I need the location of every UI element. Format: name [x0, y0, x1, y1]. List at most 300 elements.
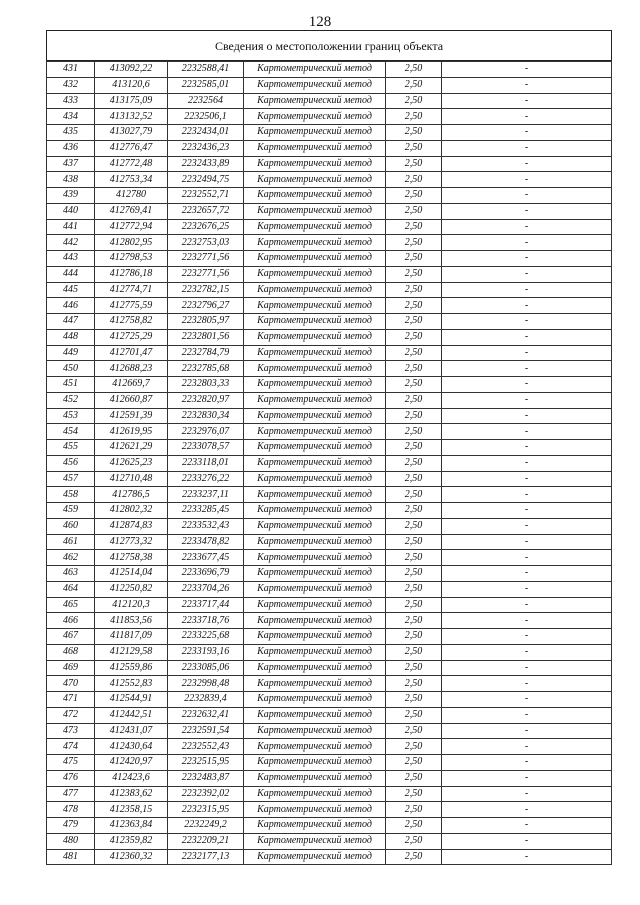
- error-cell: 2,50: [386, 723, 442, 739]
- point-number-cell: 461: [47, 534, 95, 550]
- table-row: [47, 581, 612, 597]
- x-coordinate-cell: 412591,39: [95, 408, 168, 424]
- error-cell: 2,50: [386, 566, 442, 582]
- method-cell: Картометрический метод: [244, 503, 386, 519]
- note-cell: -: [442, 235, 612, 251]
- x-coordinate-cell: 412701,47: [95, 345, 168, 361]
- y-coordinate-cell: 2233704,26: [168, 581, 244, 597]
- y-coordinate-cell: 2233078,57: [168, 440, 244, 456]
- point-number-cell: 478: [47, 802, 95, 818]
- method-cell: Картометрический метод: [244, 550, 386, 566]
- note-cell: -: [442, 156, 612, 172]
- note-cell: -: [442, 692, 612, 708]
- note-cell: -: [442, 849, 612, 865]
- table-row: [47, 629, 612, 645]
- boundary-points-table: [46, 61, 612, 865]
- error-cell: 2,50: [386, 219, 442, 235]
- point-number-cell: 441: [47, 219, 95, 235]
- error-cell: 2,50: [386, 424, 442, 440]
- x-coordinate-cell: 413092,22: [95, 62, 168, 78]
- y-coordinate-cell: 2233237,11: [168, 487, 244, 503]
- table-row: [47, 77, 612, 93]
- table-row: [47, 818, 612, 834]
- note-cell: -: [442, 786, 612, 802]
- table-row: [47, 550, 612, 566]
- y-coordinate-cell: 2233478,82: [168, 534, 244, 550]
- y-coordinate-cell: 2232820,97: [168, 392, 244, 408]
- method-cell: Картометрический метод: [244, 282, 386, 298]
- x-coordinate-cell: 412773,32: [95, 534, 168, 550]
- x-coordinate-cell: 413027,79: [95, 125, 168, 141]
- x-coordinate-cell: 412802,32: [95, 503, 168, 519]
- method-cell: Картометрический метод: [244, 723, 386, 739]
- x-coordinate-cell: 412358,15: [95, 802, 168, 818]
- error-cell: 2,50: [386, 203, 442, 219]
- y-coordinate-cell: 2232564: [168, 93, 244, 109]
- y-coordinate-cell: 2232552,43: [168, 739, 244, 755]
- y-coordinate-cell: 2233677,45: [168, 550, 244, 566]
- point-number-cell: 472: [47, 707, 95, 723]
- error-cell: 2,50: [386, 833, 442, 849]
- note-cell: -: [442, 251, 612, 267]
- method-cell: Картометрический метод: [244, 203, 386, 219]
- table-row: [47, 518, 612, 534]
- method-cell: Картометрический метод: [244, 361, 386, 377]
- x-coordinate-cell: 412769,41: [95, 203, 168, 219]
- error-cell: 2,50: [386, 345, 442, 361]
- point-number-cell: 480: [47, 833, 95, 849]
- y-coordinate-cell: 2232784,79: [168, 345, 244, 361]
- table-row: [47, 251, 612, 267]
- table-row: [47, 125, 612, 141]
- table-row: [47, 566, 612, 582]
- table-row: [47, 219, 612, 235]
- point-number-cell: 434: [47, 109, 95, 125]
- method-cell: Картометрический метод: [244, 440, 386, 456]
- point-number-cell: 436: [47, 140, 95, 156]
- y-coordinate-cell: 2232632,41: [168, 707, 244, 723]
- note-cell: -: [442, 550, 612, 566]
- note-cell: -: [442, 644, 612, 660]
- method-cell: Картометрический метод: [244, 581, 386, 597]
- y-coordinate-cell: 2232209,21: [168, 833, 244, 849]
- point-number-cell: 475: [47, 755, 95, 771]
- x-coordinate-cell: 412442,51: [95, 707, 168, 723]
- point-number-cell: 440: [47, 203, 95, 219]
- error-cell: 2,50: [386, 770, 442, 786]
- note-cell: -: [442, 140, 612, 156]
- note-cell: -: [442, 203, 612, 219]
- y-coordinate-cell: 2232506,1: [168, 109, 244, 125]
- note-cell: -: [442, 471, 612, 487]
- point-number-cell: 435: [47, 125, 95, 141]
- table-row: [47, 755, 612, 771]
- y-coordinate-cell: 2233225,68: [168, 629, 244, 645]
- method-cell: Картометрический метод: [244, 408, 386, 424]
- note-cell: -: [442, 345, 612, 361]
- note-cell: -: [442, 440, 612, 456]
- note-cell: -: [442, 109, 612, 125]
- y-coordinate-cell: 2232801,56: [168, 329, 244, 345]
- error-cell: 2,50: [386, 644, 442, 660]
- error-cell: 2,50: [386, 140, 442, 156]
- method-cell: Картометрический метод: [244, 660, 386, 676]
- x-coordinate-cell: 412359,82: [95, 833, 168, 849]
- table-row: [47, 786, 612, 802]
- error-cell: 2,50: [386, 125, 442, 141]
- table-row: [47, 440, 612, 456]
- point-number-cell: 466: [47, 613, 95, 629]
- method-cell: Картометрический метод: [244, 739, 386, 755]
- note-cell: -: [442, 613, 612, 629]
- x-coordinate-cell: 411853,56: [95, 613, 168, 629]
- y-coordinate-cell: 2232436,23: [168, 140, 244, 156]
- note-cell: -: [442, 282, 612, 298]
- note-cell: -: [442, 455, 612, 471]
- table-row: [47, 282, 612, 298]
- error-cell: 2,50: [386, 266, 442, 282]
- x-coordinate-cell: 412619,95: [95, 424, 168, 440]
- point-number-cell: 442: [47, 235, 95, 251]
- point-number-cell: 467: [47, 629, 95, 645]
- point-number-cell: 453: [47, 408, 95, 424]
- point-number-cell: 450: [47, 361, 95, 377]
- method-cell: Картометрический метод: [244, 849, 386, 865]
- table-row: [47, 676, 612, 692]
- method-cell: Картометрический метод: [244, 62, 386, 78]
- error-cell: 2,50: [386, 235, 442, 251]
- method-cell: Картометрический метод: [244, 266, 386, 282]
- error-cell: 2,50: [386, 471, 442, 487]
- y-coordinate-cell: 2232433,89: [168, 156, 244, 172]
- x-coordinate-cell: 412772,94: [95, 219, 168, 235]
- note-cell: -: [442, 77, 612, 93]
- point-number-cell: 473: [47, 723, 95, 739]
- error-cell: 2,50: [386, 534, 442, 550]
- method-cell: Картометрический метод: [244, 329, 386, 345]
- table-row: [47, 770, 612, 786]
- point-number-cell: 469: [47, 660, 95, 676]
- note-cell: -: [442, 818, 612, 834]
- x-coordinate-cell: 412786,18: [95, 266, 168, 282]
- point-number-cell: 462: [47, 550, 95, 566]
- point-number-cell: 438: [47, 172, 95, 188]
- y-coordinate-cell: 2232830,34: [168, 408, 244, 424]
- note-cell: -: [442, 566, 612, 582]
- table-row: [47, 408, 612, 424]
- table-row: [47, 707, 612, 723]
- note-cell: -: [442, 219, 612, 235]
- note-cell: -: [442, 676, 612, 692]
- note-cell: -: [442, 266, 612, 282]
- y-coordinate-cell: 2233193,16: [168, 644, 244, 660]
- note-cell: -: [442, 188, 612, 204]
- y-coordinate-cell: 2232591,54: [168, 723, 244, 739]
- error-cell: 2,50: [386, 755, 442, 771]
- point-number-cell: 465: [47, 597, 95, 613]
- table-row: [47, 503, 612, 519]
- y-coordinate-cell: 2232676,25: [168, 219, 244, 235]
- note-cell: -: [442, 739, 612, 755]
- table-row: [47, 597, 612, 613]
- y-coordinate-cell: 2232177,13: [168, 849, 244, 865]
- x-coordinate-cell: 412431,07: [95, 723, 168, 739]
- method-cell: Картометрический метод: [244, 298, 386, 314]
- table-row: [47, 692, 612, 708]
- y-coordinate-cell: 2232494,75: [168, 172, 244, 188]
- table-row: [47, 471, 612, 487]
- y-coordinate-cell: 2232785,68: [168, 361, 244, 377]
- note-cell: -: [442, 597, 612, 613]
- table-row: [47, 93, 612, 109]
- method-cell: Картометрический метод: [244, 597, 386, 613]
- method-cell: Картометрический метод: [244, 219, 386, 235]
- method-cell: Картометрический метод: [244, 392, 386, 408]
- point-number-cell: 470: [47, 676, 95, 692]
- y-coordinate-cell: 2232588,41: [168, 62, 244, 78]
- method-cell: Картометрический метод: [244, 314, 386, 330]
- point-number-cell: 457: [47, 471, 95, 487]
- table-row: [47, 424, 612, 440]
- note-cell: -: [442, 298, 612, 314]
- y-coordinate-cell: 2232249,2: [168, 818, 244, 834]
- error-cell: 2,50: [386, 707, 442, 723]
- method-cell: Картометрический метод: [244, 109, 386, 125]
- y-coordinate-cell: 2232771,56: [168, 266, 244, 282]
- method-cell: Картометрический метод: [244, 755, 386, 771]
- y-coordinate-cell: 2232771,56: [168, 251, 244, 267]
- method-cell: Картометрический метод: [244, 172, 386, 188]
- table-row: [47, 802, 612, 818]
- method-cell: Картометрический метод: [244, 251, 386, 267]
- error-cell: 2,50: [386, 802, 442, 818]
- method-cell: Картометрический метод: [244, 188, 386, 204]
- error-cell: 2,50: [386, 849, 442, 865]
- table-row: [47, 833, 612, 849]
- point-number-cell: 481: [47, 849, 95, 865]
- x-coordinate-cell: 412798,53: [95, 251, 168, 267]
- note-cell: -: [442, 707, 612, 723]
- x-coordinate-cell: 412383,62: [95, 786, 168, 802]
- point-number-cell: 443: [47, 251, 95, 267]
- note-cell: -: [442, 723, 612, 739]
- error-cell: 2,50: [386, 660, 442, 676]
- table-row: [47, 361, 612, 377]
- y-coordinate-cell: 2232392,02: [168, 786, 244, 802]
- note-cell: -: [442, 629, 612, 645]
- error-cell: 2,50: [386, 156, 442, 172]
- point-number-cell: 455: [47, 440, 95, 456]
- x-coordinate-cell: 412250,82: [95, 581, 168, 597]
- method-cell: Картометрический метод: [244, 77, 386, 93]
- x-coordinate-cell: 411817,09: [95, 629, 168, 645]
- point-number-cell: 468: [47, 644, 95, 660]
- note-cell: -: [442, 377, 612, 393]
- error-cell: 2,50: [386, 314, 442, 330]
- x-coordinate-cell: 412669,7: [95, 377, 168, 393]
- y-coordinate-cell: 2232998,48: [168, 676, 244, 692]
- table-row: [47, 172, 612, 188]
- page-number: 128: [308, 14, 332, 30]
- note-cell: -: [442, 314, 612, 330]
- y-coordinate-cell: 2233532,43: [168, 518, 244, 534]
- note-cell: -: [442, 660, 612, 676]
- table-row: [47, 62, 612, 78]
- error-cell: 2,50: [386, 786, 442, 802]
- method-cell: Картометрический метод: [244, 235, 386, 251]
- point-number-cell: 433: [47, 93, 95, 109]
- method-cell: Картометрический метод: [244, 644, 386, 660]
- method-cell: Картометрический метод: [244, 125, 386, 141]
- y-coordinate-cell: 2232434,01: [168, 125, 244, 141]
- y-coordinate-cell: 2232315,95: [168, 802, 244, 818]
- x-coordinate-cell: 412753,34: [95, 172, 168, 188]
- method-cell: Картометрический метод: [244, 707, 386, 723]
- x-coordinate-cell: 412802,95: [95, 235, 168, 251]
- point-number-cell: 463: [47, 566, 95, 582]
- table-row: [47, 235, 612, 251]
- table-row: [47, 345, 612, 361]
- point-number-cell: 474: [47, 739, 95, 755]
- x-coordinate-cell: 412758,38: [95, 550, 168, 566]
- method-cell: Картометрический метод: [244, 93, 386, 109]
- y-coordinate-cell: 2233118,01: [168, 455, 244, 471]
- x-coordinate-cell: 412874,83: [95, 518, 168, 534]
- error-cell: 2,50: [386, 361, 442, 377]
- note-cell: -: [442, 172, 612, 188]
- error-cell: 2,50: [386, 613, 442, 629]
- note-cell: -: [442, 581, 612, 597]
- method-cell: Картометрический метод: [244, 471, 386, 487]
- note-cell: -: [442, 361, 612, 377]
- x-coordinate-cell: 413120,6: [95, 77, 168, 93]
- error-cell: 2,50: [386, 62, 442, 78]
- x-coordinate-cell: 412420,97: [95, 755, 168, 771]
- x-coordinate-cell: 412625,23: [95, 455, 168, 471]
- table-row: [47, 109, 612, 125]
- table-row: [47, 377, 612, 393]
- error-cell: 2,50: [386, 172, 442, 188]
- error-cell: 2,50: [386, 818, 442, 834]
- x-coordinate-cell: 413175,09: [95, 93, 168, 109]
- method-cell: Картометрический метод: [244, 676, 386, 692]
- error-cell: 2,50: [386, 392, 442, 408]
- table-row: [47, 613, 612, 629]
- x-coordinate-cell: 412780: [95, 188, 168, 204]
- method-cell: Картометрический метод: [244, 833, 386, 849]
- y-coordinate-cell: 2232483,87: [168, 770, 244, 786]
- y-coordinate-cell: 2232805,97: [168, 314, 244, 330]
- method-cell: Картометрический метод: [244, 156, 386, 172]
- x-coordinate-cell: 413132,52: [95, 109, 168, 125]
- method-cell: Картометрический метод: [244, 518, 386, 534]
- table-row: [47, 329, 612, 345]
- y-coordinate-cell: 2232976,07: [168, 424, 244, 440]
- x-coordinate-cell: 412363,84: [95, 818, 168, 834]
- error-cell: 2,50: [386, 739, 442, 755]
- method-cell: Картометрический метод: [244, 534, 386, 550]
- y-coordinate-cell: 2232782,15: [168, 282, 244, 298]
- y-coordinate-cell: 2233285,45: [168, 503, 244, 519]
- point-number-cell: 456: [47, 455, 95, 471]
- y-coordinate-cell: 2232803,33: [168, 377, 244, 393]
- y-coordinate-cell: 2232796,27: [168, 298, 244, 314]
- table-row: [47, 298, 612, 314]
- point-number-cell: 454: [47, 424, 95, 440]
- table-row: [47, 849, 612, 865]
- error-cell: 2,50: [386, 188, 442, 204]
- table-row: [47, 203, 612, 219]
- method-cell: Картометрический метод: [244, 566, 386, 582]
- error-cell: 2,50: [386, 93, 442, 109]
- table-row: [47, 534, 612, 550]
- error-cell: 2,50: [386, 518, 442, 534]
- note-cell: -: [442, 503, 612, 519]
- error-cell: 2,50: [386, 408, 442, 424]
- y-coordinate-cell: 2232552,71: [168, 188, 244, 204]
- error-cell: 2,50: [386, 440, 442, 456]
- point-number-cell: 447: [47, 314, 95, 330]
- error-cell: 2,50: [386, 282, 442, 298]
- note-cell: -: [442, 534, 612, 550]
- y-coordinate-cell: 2233717,44: [168, 597, 244, 613]
- x-coordinate-cell: 412430,64: [95, 739, 168, 755]
- note-cell: -: [442, 755, 612, 771]
- method-cell: Картометрический метод: [244, 455, 386, 471]
- x-coordinate-cell: 412621,29: [95, 440, 168, 456]
- point-number-cell: 476: [47, 770, 95, 786]
- point-number-cell: 471: [47, 692, 95, 708]
- note-cell: -: [442, 93, 612, 109]
- x-coordinate-cell: 412514,04: [95, 566, 168, 582]
- x-coordinate-cell: 412710,48: [95, 471, 168, 487]
- method-cell: Картометрический метод: [244, 802, 386, 818]
- table-row: [47, 739, 612, 755]
- x-coordinate-cell: 412544,91: [95, 692, 168, 708]
- error-cell: 2,50: [386, 377, 442, 393]
- table-row: [47, 487, 612, 503]
- y-coordinate-cell: 2232657,72: [168, 203, 244, 219]
- x-coordinate-cell: 412775,59: [95, 298, 168, 314]
- error-cell: 2,50: [386, 487, 442, 503]
- method-cell: Картометрический метод: [244, 140, 386, 156]
- table-row: [47, 660, 612, 676]
- note-cell: -: [442, 518, 612, 534]
- point-number-cell: 459: [47, 503, 95, 519]
- point-number-cell: 448: [47, 329, 95, 345]
- x-coordinate-cell: 412772,48: [95, 156, 168, 172]
- error-cell: 2,50: [386, 503, 442, 519]
- point-number-cell: 437: [47, 156, 95, 172]
- x-coordinate-cell: 412660,87: [95, 392, 168, 408]
- error-cell: 2,50: [386, 550, 442, 566]
- y-coordinate-cell: 2232515,95: [168, 755, 244, 771]
- error-cell: 2,50: [386, 329, 442, 345]
- note-cell: -: [442, 487, 612, 503]
- method-cell: Картометрический метод: [244, 345, 386, 361]
- x-coordinate-cell: 412786,5: [95, 487, 168, 503]
- point-number-cell: 449: [47, 345, 95, 361]
- point-number-cell: 445: [47, 282, 95, 298]
- x-coordinate-cell: 412758,82: [95, 314, 168, 330]
- table-body: [47, 62, 612, 865]
- y-coordinate-cell: 2233085,06: [168, 660, 244, 676]
- point-number-cell: 431: [47, 62, 95, 78]
- method-cell: Картометрический метод: [244, 377, 386, 393]
- method-cell: Картометрический метод: [244, 487, 386, 503]
- method-cell: Картометрический метод: [244, 629, 386, 645]
- y-coordinate-cell: 2233276,22: [168, 471, 244, 487]
